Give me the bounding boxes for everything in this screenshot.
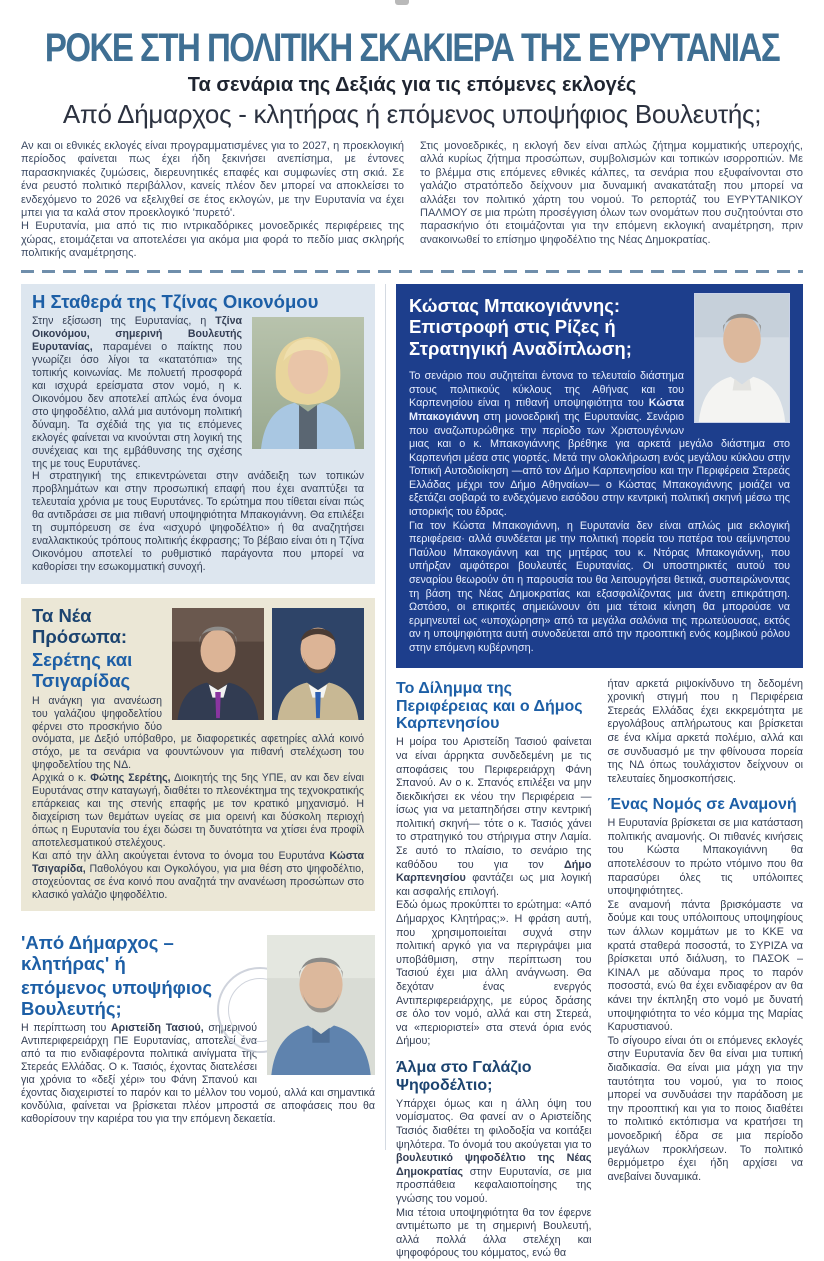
page-fold-mark <box>395 0 409 5</box>
body-paragraph: Η ανάγκη για ανανέωση του γαλάζιου ψηφοδελτίου φέρνει στο προσκήνιο δύο ονόματα, με Δεξιό υπόβαθρο, με διαφορετικές αφετηρίες αλλά κοινό στόχο, με τα σενάρια να φουντώνουν για πιθανή στελέχωση του ψηφοδελτίου της ΝΔ. <box>32 694 364 772</box>
body-paragraph: Αρχικά ο κ. Φώτης Σερέτης, Διοικητής της 5ης ΥΠΕ, αν και δεν είναι Ευρυτάνας στην καταγωγή, διαθέτει το πλεονέκτημα της τεχνοκρατικής επάρκειας και της στενής επαφής με τον κρατικό μηχανισμό. Η διαχείριση των θεμάτων υγείας σε μια ορεινή και δύσκολη περιοχή όπως η Ευρυτανία του έχει δώσει τη δυνατότητα να χτίσει ένα προφίλ αποτελεσματικού στελέχους. <box>32 772 365 849</box>
intro-left-column <box>21 140 404 261</box>
body-paragraph: Για τον Κώστα Μπακογιάννη, η Ευρυτανία δεν είναι απλώς μια εκλογική περιφέρεια· αλλά συνδέεται με την πολιτική πορεία του πατέρα του αείμνηστου Παύλου Μπακογιάννη και της μητέρας του κ. Ντόρας Μπακογιάννη, που υπήρξαν αμφότεροι βουλευτές Ευρυτανίας. Οι υποστηρικτές αυτού του σεναρίου θεωρούν ότι η παρουσία του θα λειτουργήσει θετικά, συσπειρώνοντας τη βάση της Νέας Δημοκρατίας και εξασφαλίζοντας μια άνετη επικράτηση. Ωστόσο, οι επικριτές σημειώνουν ότι μια τέτοια κίνηση θα μπορούσε να ερμηνευτεί ως «υποχώρηση» από τα μεγάλα σαλόνια της πρωτεύουσας, εκτός αν η υποψηφιότητα αυτή συνοδεύεται από την προοπτική ενός κομβικού ρόλου στην επόμενη κυβέρνηση. <box>409 519 790 655</box>
body-paragraph: Και από την άλλη ακούγεται έντονα το όνομα του Ευρυτάνα Κώστα Τσιγαρίδα, Παθολόγου και Ογκολόγου, για μια θέση στο ψηφοδέλτιο, στοχεύοντας σε ένα κοινό που αναζητά την ανανέωση προσώπων στο κλασικό γαλάζιο ψηφοδέλτιο. <box>32 849 364 901</box>
intro-block <box>21 140 803 261</box>
section-heading-line2: Σερέτης και Τσιγαρίδας <box>32 649 133 691</box>
section-heading: Κώστας Μπακογιάννης: Επιστροφή στις Ρίζες ή Στρατηγική Αναδίπλωση; <box>409 294 632 360</box>
body-paragraph: Στην εξίσωση της Ευρυτανίας, η Τζίνα Οικονόμου, σημερινή Βουλευτής Ευρυτανίας, παραμένει ο παίκτης που γνωρίζει όσο λίγοι τα «κατατόπια» της τοπικής κοινωνίας. Με πολυετή προσφορά και ισχυρά ερείσματα στον νομό, η κ. Οικονόμου δεν αποτελεί απλώς ένα όνομα στο ψηφοδέλτιο, αλλά μια αυτόνομη πολιτική δύναμη. Τα σχέδιά της για τις επόμενες εκλογές φαίνεται να κινούνται στη λογική της συνέχειας και της εμβάθυνσης της σχέσης της με τους Ευρυτάνες. <box>32 315 242 470</box>
body-paragraph: Εδώ όμως προκύπτει το ερώτημα: «Από Δήμαρχος Κλητήρας;». Η φράση αυτή, που χρησιμοποιείται συχνά στην πολιτική αργκό για να περιγράψει μια υποβάθμιση, στην περίπτωση του Τασιού έχει μια άλλη ανάγνωση. Θα δεχόταν ένας ενεργός Αντιπεριφερειάρχης, με εύρος δράσης σε όλο τον νομό, αλλά και στη Στερεά, να «περιοριστεί» στα στενά όρια ενός Δήμου; <box>396 899 592 1048</box>
subtitle-question: Από Δήμαρχος - κλητήρας ή επόμενος υποψήφιος Βουλευτής; <box>62 99 762 129</box>
body-paragraph: Η περίπτωση του Αριστείδη Τασιού, σημερινού Αντιπεριφερειάρχη ΠΕ Ευρυτανίας, αποτελεί ένα από τα πιο ενδιαφέροντα πολιτικά αινίγματα της Στερεάς Ελλάδας. Ο κ. Τασιός, έχοντας διατελέσει για χρόνια το «δεξί χέρι» του Φάνη Σπανού και έχοντας διαχειριστεί το παρόν και το μέλλον του νομού, αλλά και σημαντικά κονδύλια, φαίνεται να βρίσκεται πλέον μπροστά σε αποφάσεις που θα καθορίσουν την καριέρα του για την επόμενη δεκαετία. <box>21 1022 375 1125</box>
section-new-faces <box>21 598 375 912</box>
section-heading: Ένας Νομός σε Αναμονή <box>607 796 797 814</box>
section-oikonomou <box>21 284 375 584</box>
subcolumn-waiting <box>608 678 804 1261</box>
intro-paragraph: Αν και οι εθνικές εκλογές είναι προγραμματισμένες για το 2027, η προεκλογική περίοδος φαίνεται πως έχει ήδη ξεκινήσει ανεπίσημα, με έντονες παρασκηνιακές ζυμώσεις, διερευνητικές επαφές και συμφωνίες στη σκιά. Σε ένα ρευστό πολιτικό περιβάλλον, κανείς πλέον δεν μπορεί να αποκλείσει το ενδεχόμενο το 2026 να εξελιχθεί σε έτος εκλογών, με την Ευρυτανία να έχει μπει για τα καλά στον προεκλογικό 'πυρετό'. <box>21 140 404 220</box>
body-paragraph: Η στρατηγική της επικεντρώνεται στην ανάδειξη των τοπικών προβλημάτων και στην προσωπική επαφή που έχει αναπτύξει τα τελευταία χρόνια με τους Ευρυτάνες. Το ερώτημα που τίθεται είναι πώς θα αντιδράσει σε μια πιθανή υποψηφιότητα Μπακογιάννη. Θα επιλέξει τη συμπόρευση σε ένα «ισχυρό ψηφοδέλτιο» ή θα αναζητήσει εναλλακτικούς τρόπους πολιτικής έκφρασης; Το βέβαιο είναι ότι η Τζίνα Οικονόμου αποτελεί το ρυθμιστικό παράγοντα που μπορεί να καθορίσει την εσωκομματική συνοχή. <box>32 470 364 573</box>
section-tasios <box>21 925 375 1135</box>
section-heading: Άλμα στο Γαλάζιο Ψηφοδέλτιο; <box>396 1058 532 1094</box>
article-header <box>21 0 803 130</box>
section-heading: Το Δίλημμα της Περιφέρειας και ο Δήμος Καρπενησίου <box>396 679 583 733</box>
page-title: ΡΟΚΕ ΣΤΗ ΠΟΛΙΤΙΚΗ ΣΚΑΚΙΕΡΑ ΤΗΣ ΕΥΡΥΤΑΝΙΑΣ <box>44 24 780 70</box>
body-paragraph: Σε αναμονή πάντα βρισκόμαστε να δούμε και τους υπόλοιπους υποψηφίους των άλλων κομμάτων με το ΚΚΕ να κρατά σταθερά ποσοστά, το ΣΥΡΙΖΑ να βρίσκεται υπό διάλυση, το ΠΑΣΟΚ – ΚΙΝΑΛ με αδύναμα προς το παρόν ποσοστά, ενώ θα έχει ενδιαφέρον αν θα κάνει την έκπληξη στο νομό με δυνατή υποψηφιότητα το νέο κόμμα της Μαρίας Καρυστιανού. <box>607 898 803 1034</box>
photo-kostas-tsigaridas <box>272 608 364 720</box>
main-content <box>21 284 803 1261</box>
subcolumn-dilemma <box>396 678 592 1261</box>
section-heading-line2: επόμενος υποψήφιος Βουλευτής; <box>21 976 212 1019</box>
dashed-divider <box>21 270 803 273</box>
intro-right-column <box>420 140 803 261</box>
body-paragraph: Το σίγουρο είναι ότι οι επόμενες εκλογές στην Ευρυτανία δεν θα είναι μια τυπική διαδικασία. Θα είναι μια μάχη για την ταυτότητα του νομού, για το ποιος μπορεί να συνδυάσει την παράδοση με την προοπτική και για το ποιος διαθέτει το πολιτικό εκτόπισμα να κρατήσει τη μονοεδρική έδρα σε μια περίοδο μεγάλων προκλήσεων. Το πολιτικό θερμόμετρο έχει ήδη αρχίσει να ανεβαίνει δυναμικά. <box>607 1034 803 1183</box>
section-bakoyannis <box>396 284 803 668</box>
body-paragraph: Μια τέτοια υποψηφιότητα θα τον έφερνε αντιμέτωπο με τη σημερινή Βουλευτή, αλλά πολλά άλλα στελέχη και ψηφοφόρους του κόμματος, ενώ θα <box>396 1206 592 1260</box>
section-heading-line1: Τα Νέα Πρόσωπα: <box>32 604 128 647</box>
subtitle-bold: Τα σενάρια της Δεξιάς για τις επόμενες εκλογές <box>187 74 637 96</box>
body-paragraph: Η Ευρυτανία βρίσκεται σε μια κατάσταση πολιτικής αναμονής. Οι πιθανές κινήσεις του Κώστα Μπακογιάννη θα αποτελέσουν το πρώτο ντόμινο που θα παρασύρει όλες τις υπόλοιπες υποψηφιότητες. <box>607 817 803 898</box>
section-heading-line1: 'Από Δήμαρχος – κλητήρας' ή <box>21 932 174 975</box>
left-column <box>21 284 386 1150</box>
body-paragraph: Το σενάριο που συζητείται έντονα το τελευταίο διάστημα στους πολιτικούς κύκλους της Αθήνας και του Καρπενησίου είναι η πιθανή υποψηφιότητα του Κώστα Μπακογιάννη στη μονοεδρική της Ευρυτανίας. Σενάριο που αναζωπυρώθηκε την περίοδο των Χριστουγέννων μιας και ο κ. Μπακογιάννης βρέθηκε για αρκετά μεγάλο διάστημα στο Καρπενήσι μέσα στις γιορτές. Μετά την ολοκλήρωση ενός μεγάλου κύκλου στην Τοπική Αυτοδιοίκηση —από τον Δήμο Καρπενησίου και την Περιφέρεια Στερεάς Ελλάδας μέχρι τον Δήμο Αθηναίων— ο Κώστας Μπακογιάννης μοιάζει να εξετάζει σοβαρά το ενδεχόμενο εισόδου στην κεντρική πολιτική σκηνή μέσω της ιστορικής του έδρας. <box>409 370 790 519</box>
intro-paragraph: Στις μονοεδρικές, η εκλογή δεν είναι απλώς ζήτημα κομματικής υπεροχής, αλλά κυρίως ζήτημα προσώπων, συμβολισμών και τοπικών ισορροπιών. Με το βλέμμα στις επόμενες εθνικές κάλπες, τα σενάρια που εξυφαίνονται στο γαλάζιο στρατόπεδο δείχνουν μια δυναμική ανακατάταξη που μπορεί να αλλάξει τον πολιτικό χάρτη του νομού. Το ρεπορτάζ του ΕΥΡΥΤΑΝΙΚΟΥ ΠΑΛΜΟΥ σε μια πρώτη προσέγγιση όλων των ονομάτων που συζητούνται στο παρασκήνιο ότι ετοιμάζονται για την επόμενη εκλογική αναμέτρηση, πριν ανακοινωθεί το επίσημο ψηφοδέλτιο της Νέας Δημοκρατίας. <box>420 140 803 246</box>
photo-pair <box>172 608 364 720</box>
body-paragraph: ήταν αρκετά ριψοκίνδυνο τη δεδομένη χρονική στιγμή που η Περιφέρεια Στερεάς Ελλάδας έχει εκκρεμότητα με εργολάβους απλήρωτους και βρίσκεται σε ένα κλίμα αρκετά πολέμιο, αλλά και σε συνδυασμό με την φθίνουσα πορεία της ΝΔ όπως τουλάχιστον δείχνουν οι τελευταίες δημοσκοπήσεις. <box>607 677 803 785</box>
body-paragraph: Υπάρχει όμως και η άλλη όψη του νομίσματος. Θα φανεί αν ο Αριστείδης Τασιός διαθέτει τη φιλοδοξία να κοιτάξει ψηλότερα. Το όνομά του ακούγεται για το βουλευτικό ψηφοδέλτιο της Νέας Δημοκρατίας στην Ευρυτανία, σε μια προσπάθεια κεφαλαιοποίησης της γνώσης του νομού. <box>396 1097 592 1205</box>
lower-subcolumns <box>396 678 803 1261</box>
photo-frame <box>267 935 375 1075</box>
intro-paragraph: Η Ευρυτανία, μια από τις πιο ιντρικαδόρικες μονοεδρικές περιφέρειες της χώρας, ετοιμάζεται να αποτελέσει για ακόμα μια φορά το πεδίο μιας σκληρής πολιτικής αναμέτρησης. <box>21 220 404 260</box>
body-paragraph: Η μοίρα του Αριστείδη Τασιού φαίνεται να είναι άρρηκτα συνδεδεμένη με τις αποφάσεις του Περιφερειάρχη Φάνη Σπανού. Αν ο κ. Σπανός επιλέξει να μην διεκδικήσει εκ νέου την Περιφέρεια —ίσως για να μεταπηδήσει στην κεντρική πολιτική σκηνή— τότε ο κ. Τασιός χάνει το στρατηγικό του στήριγμα στην Λαμία. Σε αυτό το πλαίσιο, το σενάριο της καθόδου του για τον Δήμο Καρπενησίου φαντάζει ως μια λογική και ασφαλής επιλογή. <box>396 736 592 898</box>
photo-fotis-seretis <box>172 608 264 720</box>
photo-tzina-oikonomou <box>252 317 364 449</box>
photo-aristeidis-tasios <box>267 935 375 1075</box>
section-heading: Η Σταθερά της Τζίνας Οικονόμου <box>32 290 319 312</box>
photo-kostas-bakoyannis <box>694 293 790 423</box>
right-column <box>386 284 803 1261</box>
